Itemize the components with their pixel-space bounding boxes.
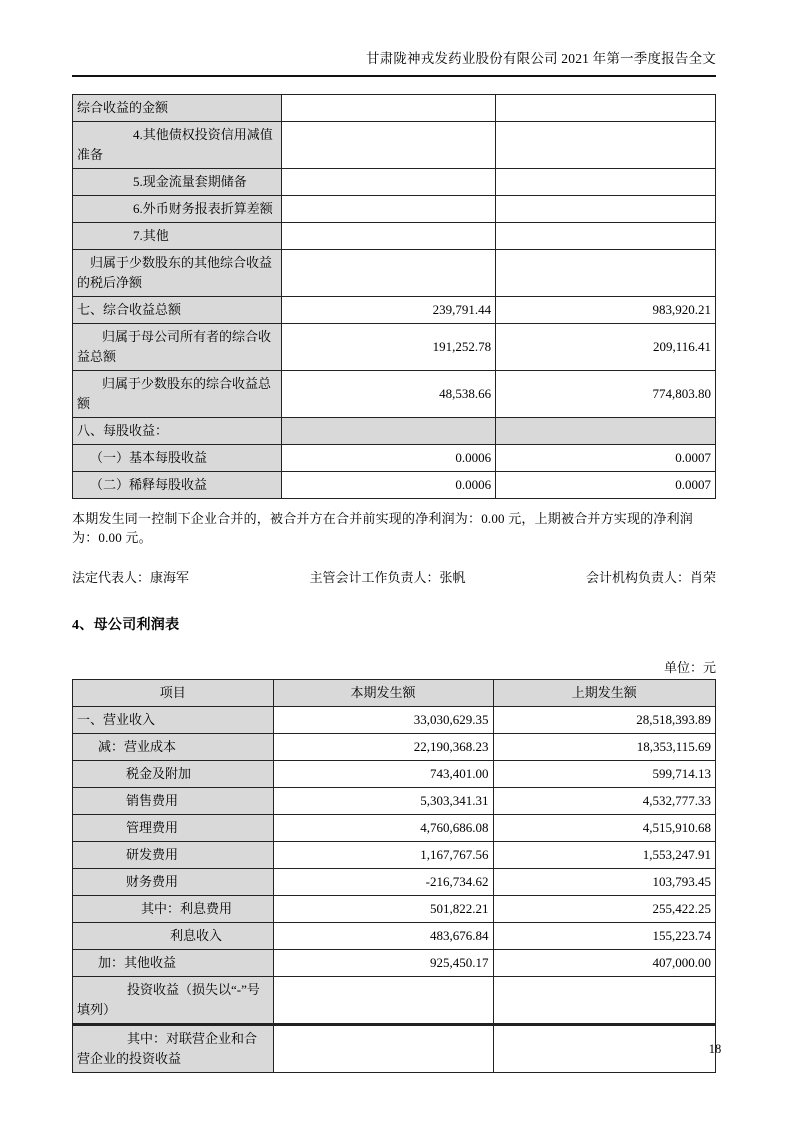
current-period-value bbox=[281, 250, 495, 297]
table-row bbox=[73, 842, 716, 869]
table-row bbox=[73, 445, 716, 472]
prior-period-value bbox=[496, 95, 716, 122]
legal-representative bbox=[72, 569, 189, 587]
prior-period-value bbox=[496, 250, 716, 297]
current-period-value: 743,401.00 bbox=[273, 761, 493, 788]
current-period-value bbox=[273, 977, 493, 1025]
current-period-value bbox=[281, 169, 495, 196]
accounting-department-head-name: 肖荣 bbox=[689, 570, 716, 585]
current-period-value: 0.0006 bbox=[281, 445, 495, 472]
table-row bbox=[73, 1025, 716, 1073]
table-row bbox=[73, 896, 716, 923]
current-period-value: 5,303,341.31 bbox=[273, 788, 493, 815]
table-row bbox=[73, 324, 716, 371]
row-label: 7.其他 bbox=[73, 223, 282, 250]
current-period-value: 191,252.78 bbox=[281, 324, 495, 371]
current-period-value: 501,822.21 bbox=[273, 896, 493, 923]
prior-period-value bbox=[496, 196, 716, 223]
row-label: 其中：对联营企业和合营企业的投资收益 bbox=[73, 1025, 274, 1073]
row-label: 其中：利息费用 bbox=[73, 896, 274, 923]
merger-note: 本期发生同一控制下企业合并的，被合并方在合并前实现的净利润为：0.00 元，上期被合并方实现的净利润为：0.00 元。 bbox=[72, 511, 694, 545]
table-row bbox=[73, 371, 716, 418]
signatories-row bbox=[72, 569, 716, 587]
table-row bbox=[73, 707, 716, 734]
table-row bbox=[73, 788, 716, 815]
row-label: 加：其他收益 bbox=[73, 950, 274, 977]
prior-period-value bbox=[496, 418, 716, 445]
current-period-value bbox=[281, 418, 495, 445]
current-period-value: 1,167,767.56 bbox=[273, 842, 493, 869]
prior-period-value bbox=[496, 122, 716, 169]
table-row bbox=[73, 122, 716, 169]
table-row bbox=[73, 223, 716, 250]
row-label: （二）稀释每股收益 bbox=[73, 472, 282, 499]
current-period-value bbox=[281, 223, 495, 250]
row-label: 投资收益（损失以“-”号填列） bbox=[73, 977, 274, 1025]
table-row bbox=[73, 950, 716, 977]
prior-period-value bbox=[493, 1025, 716, 1073]
table-row bbox=[73, 761, 716, 788]
accounting-department-head bbox=[586, 569, 716, 587]
row-label: 减：营业成本 bbox=[73, 734, 274, 761]
item-column-header: 项目 bbox=[73, 680, 274, 707]
prior-period-value: 18,353,115.69 bbox=[493, 734, 716, 761]
table-row bbox=[73, 297, 716, 324]
prior-period-value: 0.0007 bbox=[496, 472, 716, 499]
current-period-value: 925,450.17 bbox=[273, 950, 493, 977]
current-period-value: 239,791.44 bbox=[281, 297, 495, 324]
row-label: 归属于少数股东的其他综合收益的税后净额 bbox=[73, 250, 282, 297]
row-label: 财务费用 bbox=[73, 869, 274, 896]
chief-accounting-officer-label: 主管会计工作负责人： bbox=[309, 570, 440, 585]
table-row bbox=[73, 418, 716, 445]
prior-period-value: 4,515,910.68 bbox=[493, 815, 716, 842]
prior-period-value: 1,553,247.91 bbox=[493, 842, 716, 869]
table-row bbox=[73, 734, 716, 761]
row-label: 5.现金流量套期储备 bbox=[73, 169, 282, 196]
row-label: 综合收益的金额 bbox=[73, 95, 282, 122]
document-header-title: 甘肃陇神戎发药业股份有限公司 2021 年第一季度报告全文 bbox=[365, 51, 716, 66]
prior-period-value bbox=[496, 169, 716, 196]
section-heading: 4、母公司利润表 bbox=[72, 618, 180, 633]
table-row bbox=[73, 472, 716, 499]
current-period-value: 48,538.66 bbox=[281, 371, 495, 418]
row-label: 管理费用 bbox=[73, 815, 274, 842]
chief-accounting-officer bbox=[309, 569, 465, 587]
header-divider bbox=[72, 75, 716, 77]
table-row bbox=[73, 923, 716, 950]
row-label: 4.其他债权投资信用减值准备 bbox=[73, 122, 282, 169]
prior-period-value: 774,803.80 bbox=[496, 371, 716, 418]
row-label: 八、每股收益： bbox=[73, 418, 282, 445]
table-row bbox=[73, 977, 716, 1025]
current-period-value: 4,760,686.08 bbox=[273, 815, 493, 842]
report-page bbox=[72, 50, 716, 1073]
legal-representative-label: 法定代表人： bbox=[72, 570, 151, 585]
row-label: 归属于少数股东的综合收益总额 bbox=[73, 371, 282, 418]
table-row bbox=[73, 815, 716, 842]
current-period-value: 33,030,629.35 bbox=[273, 707, 493, 734]
comprehensive-income-table bbox=[72, 94, 716, 499]
prior-period-value: 209,116.41 bbox=[496, 324, 716, 371]
current-period-value bbox=[281, 95, 495, 122]
parent-income-statement-table bbox=[72, 679, 716, 1073]
row-label: 归属于母公司所有者的综合收益总额 bbox=[73, 324, 282, 371]
table-row bbox=[73, 95, 716, 122]
row-label: 七、综合收益总额 bbox=[73, 297, 282, 324]
row-label: 研发费用 bbox=[73, 842, 274, 869]
table-header-row bbox=[73, 680, 716, 707]
current-period-value: 22,190,368.23 bbox=[273, 734, 493, 761]
current-period-value bbox=[273, 1025, 493, 1073]
current-period-value: 0.0006 bbox=[281, 472, 495, 499]
row-label: （一）基本每股收益 bbox=[73, 445, 282, 472]
prior-period-value bbox=[493, 977, 716, 1025]
table-row bbox=[73, 869, 716, 896]
page-number: 18 bbox=[708, 1042, 722, 1056]
current-period-column-header: 本期发生额 bbox=[273, 680, 493, 707]
row-label: 税金及附加 bbox=[73, 761, 274, 788]
chief-accounting-officer-name: 张帆 bbox=[439, 570, 466, 585]
prior-period-value: 599,714.13 bbox=[493, 761, 716, 788]
table-row bbox=[73, 250, 716, 297]
unit-label: 单位：元 bbox=[663, 660, 716, 675]
prior-period-value: 0.0007 bbox=[496, 445, 716, 472]
current-period-value bbox=[281, 122, 495, 169]
prior-period-value: 28,518,393.89 bbox=[493, 707, 716, 734]
table-row bbox=[73, 169, 716, 196]
accounting-department-head-label: 会计机构负责人： bbox=[585, 570, 690, 585]
prior-period-value: 407,000.00 bbox=[493, 950, 716, 977]
prior-period-column-header: 上期发生额 bbox=[493, 680, 716, 707]
row-label: 6.外币财务报表折算差额 bbox=[73, 196, 282, 223]
row-label: 一、营业收入 bbox=[73, 707, 274, 734]
current-period-value bbox=[281, 196, 495, 223]
row-label: 利息收入 bbox=[73, 923, 274, 950]
prior-period-value: 4,532,777.33 bbox=[493, 788, 716, 815]
prior-period-value: 983,920.21 bbox=[496, 297, 716, 324]
prior-period-value: 255,422.25 bbox=[493, 896, 716, 923]
prior-period-value: 103,793.45 bbox=[493, 869, 716, 896]
current-period-value: 483,676.84 bbox=[273, 923, 493, 950]
legal-representative-name: 康海军 bbox=[150, 570, 190, 585]
row-label: 销售费用 bbox=[73, 788, 274, 815]
prior-period-value bbox=[496, 223, 716, 250]
table-row bbox=[73, 196, 716, 223]
prior-period-value: 155,223.74 bbox=[493, 923, 716, 950]
current-period-value: -216,734.62 bbox=[273, 869, 493, 896]
